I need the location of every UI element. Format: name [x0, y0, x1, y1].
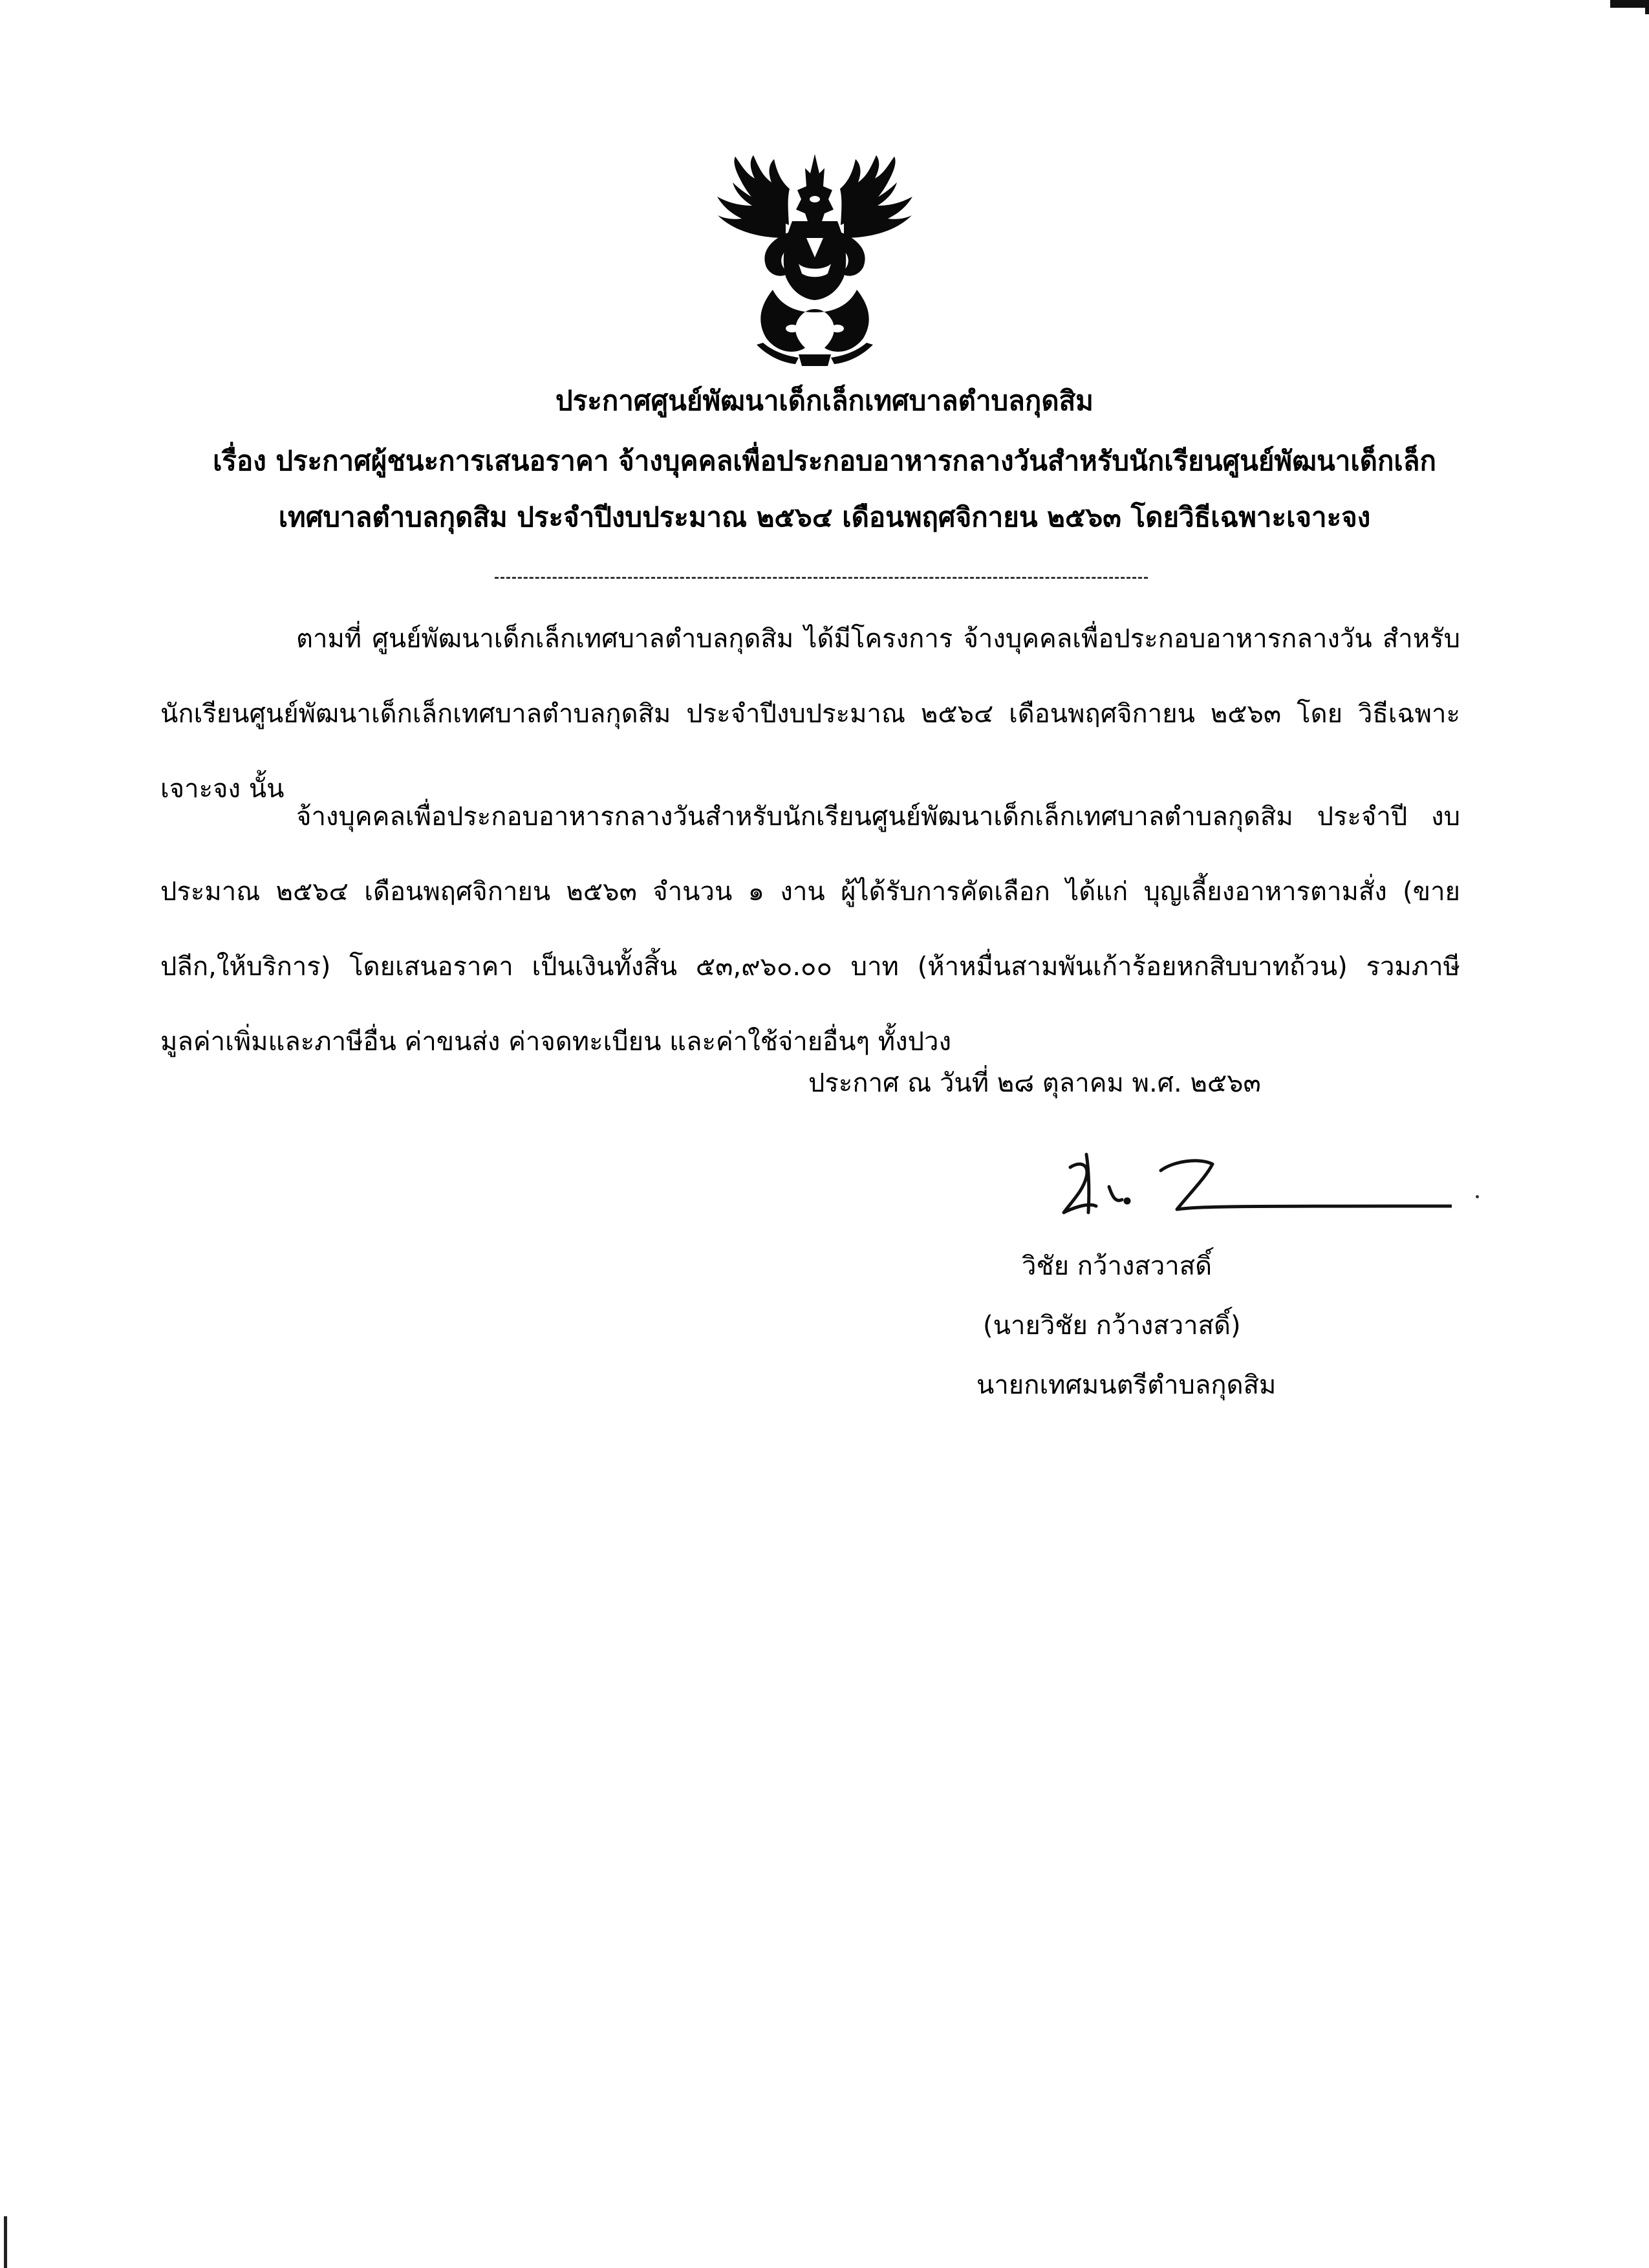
signer-name: วิชัย กว้างสวาสดิ์ [1022, 1251, 1212, 1281]
body-paragraph-2: จ้างบุคคลเพื่อประกอบอาหารกลางวันสำหรับนักเรียนศูนย์พัฒนาเด็กเล็กเทศบาลตำบลกุดสิม ประจำปี งบประมาณ ๒๕๖๔ เดือนพฤศจิกายน ๒๕๖๓ จำนวน ๑ งาน ผู้ได้รับการคัดเลือก ได้แก่ บุญเลี้ยงอาหารตามสั่ง (ขาย ปลีก,ให้บริการ) โดยเสนอราคา เป็นเงินทั้งสิ้น ๕๓,๙๖๐.๐๐ บาท (ห้าหมื่นสามพันเก้าร้อยหกสิบบาทถ้วน) รวมภาษี มูลค่าเพิ่มและภาษีอื่น ค่าขนส่ง ค่าจดทะเบียน และค่าใช้จ่ายอื่นๆ ทั้งปวง [160, 802, 1460, 1057]
document-title: ประกาศศูนย์พัฒนาเด็กเล็กเทศบาลตำบลกุดสิม [555, 385, 1094, 416]
dashed-divider [495, 577, 1148, 579]
scan-artifact [1645, 0, 1649, 14]
signer-position: นายกเทศมนตรีตำบลกุดสิม [976, 1370, 1277, 1400]
signer-full-name: (นายวิชัย กว้างสวาสดิ์) [983, 1311, 1241, 1341]
scan-speck [1476, 1195, 1479, 1198]
body-paragraph-1: ตามที่ ศูนย์พัฒนาเด็กเล็กเทศบาลตำบลกุดสิม ได้มีโครงการ จ้างบุคคลเพื่อประกอบอาหารกลางวัน สำหรับนักเรียนศูนย์พัฒนาเด็กเล็กเทศบาลตำบลกุดสิม ประจำปีงบประมาณ ๒๕๖๔ เดือนพฤศจิกายน ๒๕๖๓ โดย วิธีเฉพาะเจาะจง นั้น [160, 624, 1460, 804]
subject-line-1: เรื่อง ประกาศผู้ชนะการเสนอราคา จ้างบุคคลเพื่อประกอบอาหารกลางวันสำหรับนักเรียนศูนย์พัฒนาเด็กเล็ก [213, 445, 1436, 477]
subject-line-2: เทศบาลตำบลกุดสิม ประจำปีงบประมาณ ๒๕๖๔ เดือนพฤศจิกายน ๒๕๖๓ โดยวิธีเฉพาะเจาะจง [278, 501, 1371, 533]
scan-artifact [1610, 0, 1649, 8]
garuda-emblem-icon [695, 154, 934, 367]
handwritten-signature-icon [1051, 1141, 1452, 1238]
scan-artifact [4, 2216, 7, 2268]
announcement-date: ประกาศ ณ วันที่ ๒๘ ตุลาคม พ.ศ. ๒๕๖๓ [808, 1068, 1261, 1098]
